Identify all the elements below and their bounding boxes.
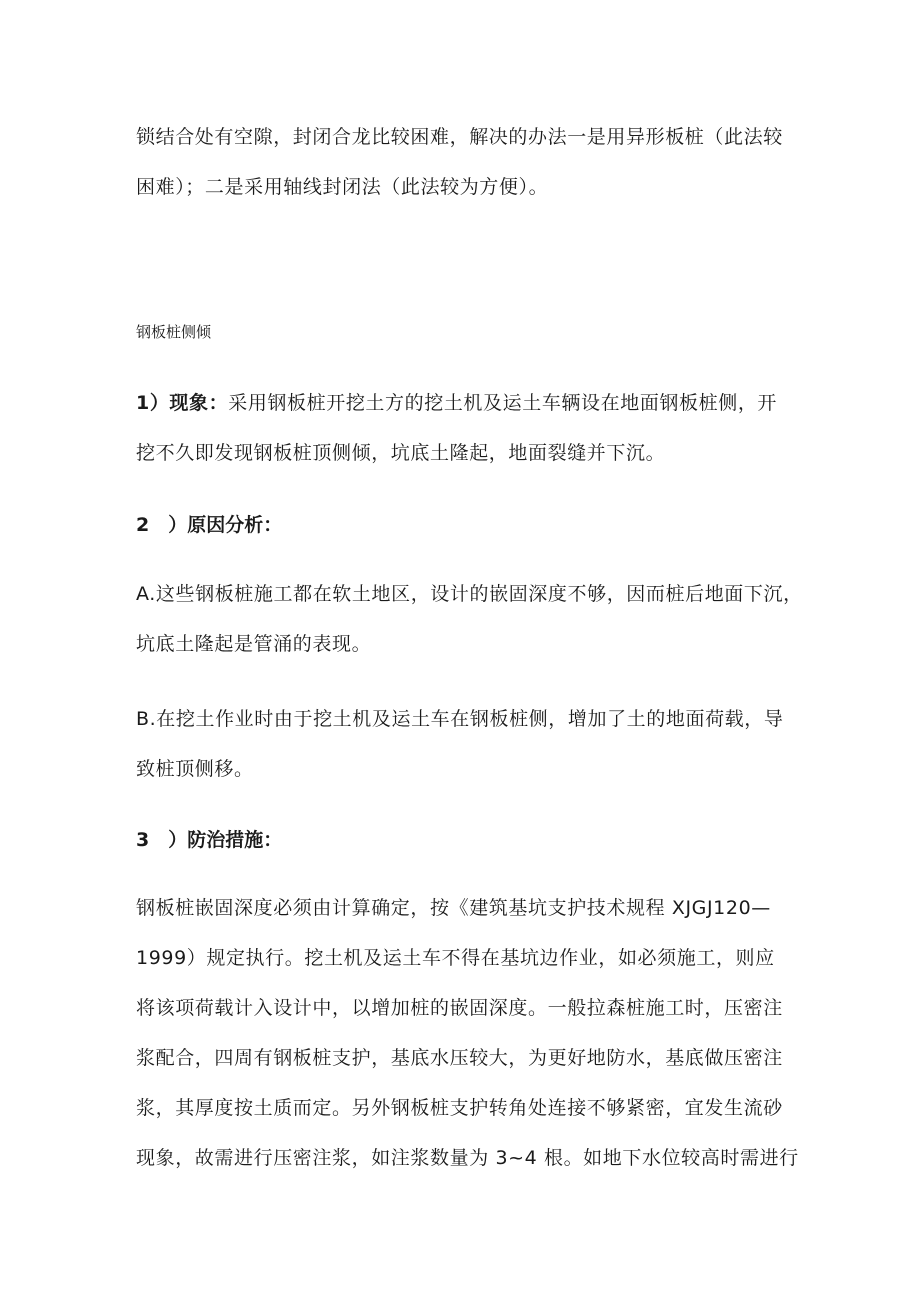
cause-a-line-1: A.这些钢板桩施工都在软土地区，设计的嵌固深度不够，因而桩后地面下沉， <box>136 583 803 605</box>
prevention-line-4: 浆配合，四周有钢板桩支护，基底水压较大，为更好地防水，基底做压密注 <box>136 1047 783 1069</box>
phenomenon-label: 1）现象： <box>136 392 229 414</box>
cause-heading: 2 ）原因分析： <box>136 514 283 536</box>
cause-b-paragraph <box>136 694 796 794</box>
top-paragraph <box>136 112 796 212</box>
cause-a-line-2: 坑底土隆起是管涌的表现。 <box>136 633 372 655</box>
phenomenon-line-2: 挖不久即发现钢板桩顶侧倾，坑底土隆起，地面裂缝并下沉。 <box>136 442 666 464</box>
cause-b-line-1: B.在挖土作业时由于挖土机及运土车在钢板桩侧，增加了土的地面荷载，导 <box>136 708 784 730</box>
prevention-line-6: 现象，故需进行压密注浆，如注浆数量为 3~4 根。如地下水位较高时需进行 <box>136 1147 799 1169</box>
phenomenon-paragraph <box>136 378 796 478</box>
top-paragraph-line-2: 困难）；二是采用轴线封闭法（此法较为方便）。 <box>136 176 549 198</box>
top-paragraph-line-1: 锁结合处有空隙，封闭合龙比较困难，解决的办法一是用异形板桩（此法较 <box>136 126 783 148</box>
phenomenon-text-1: 采用钢板桩开挖土方的挖土机及运土车辆设在地面钢板桩侧，开 <box>228 392 778 414</box>
prevention-heading: 3 ）防治措施： <box>136 829 283 851</box>
prevention-paragraph <box>136 883 799 1183</box>
cause-a-paragraph <box>136 569 803 669</box>
cause-b-line-2: 致桩顶侧移。 <box>136 758 254 780</box>
prevention-line-5: 浆，其厚度按土质而定。另外钢板桩支护转角处连接不够紧密，宜发生流砂 <box>136 1097 783 1119</box>
phenomenon-line-1 <box>136 378 796 428</box>
prevention-line-2: 1999）规定执行。挖土机及运土车不得在基坑边作业，如必须施工，则应 <box>136 947 775 969</box>
prevention-line-1: 钢板桩嵌固深度必须由计算确定，按《建筑基坑支护技术规程 XJGJ120— <box>136 897 771 919</box>
prevention-line-3: 将该项荷载计入设计中，以增加桩的嵌固深度。一般拉森桩施工时，压密注 <box>136 997 783 1019</box>
section-title: 钢板桩侧倾 <box>136 323 212 341</box>
